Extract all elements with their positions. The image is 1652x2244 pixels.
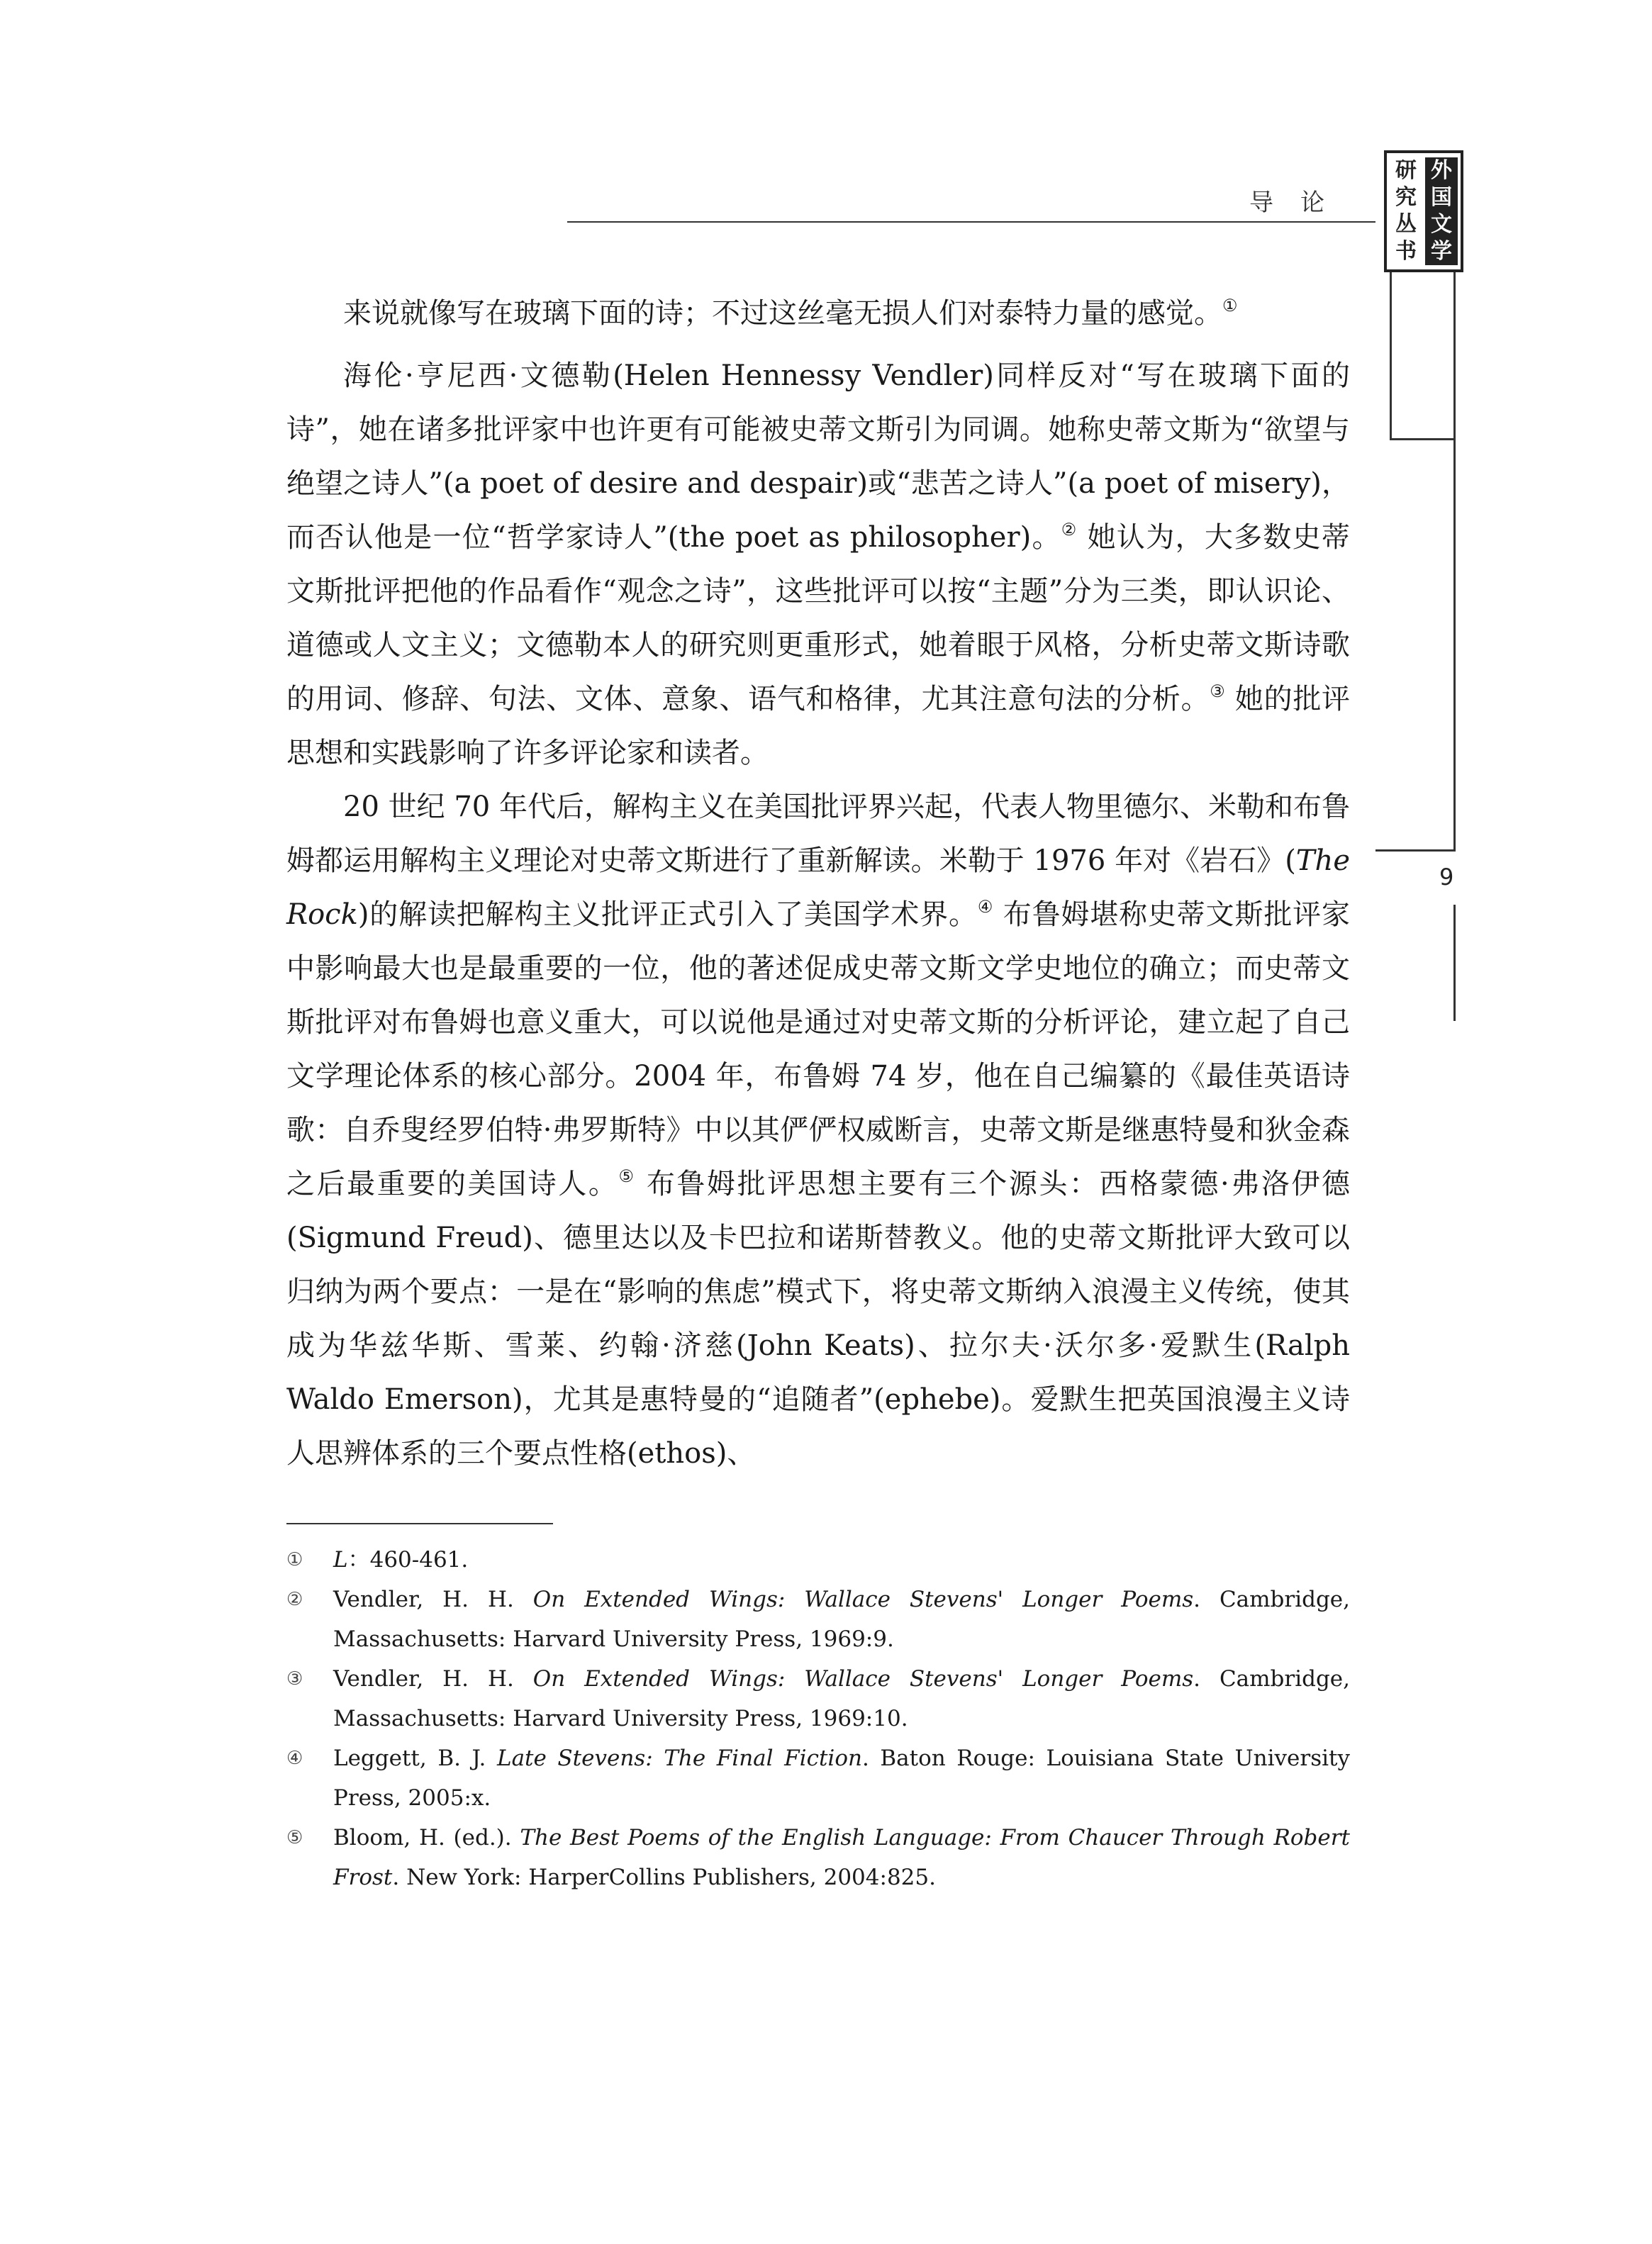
series-badge xyxy=(1384,150,1463,272)
series-badge-char: 究 xyxy=(1390,184,1422,211)
text-run: . Cambridge, Massachusetts: Harvard University Press, 1969:9. xyxy=(333,1587,1351,1652)
text-run: . Baton Rouge: Louisiana State University Press, 2005:x. xyxy=(333,1746,1350,1811)
text-run: 来说就像写在玻璃下面的诗；不过这丝毫无损人们对泰特力量的感觉。 xyxy=(343,297,1222,330)
series-badge-char: 文 xyxy=(1425,211,1458,238)
text-run: 布鲁姆批评思想主要有三个源头：西格蒙德·弗洛伊德(Sigmund Freud)、德里达以及卡巴拉和诺斯替教义。他的史蒂文斯批评大致可以归纳为两个要点：一是在“影响的焦虑”模式下，将史蒂文斯纳入浪漫主义传统，使其成为华兹华斯、雪莱、约翰·济慈(John Keats)、拉尔夫·沃尔多·爱默生(Ralph Waldo Emerson)，尤其是惠特曼的“追随者”(ephebe)。爱默生把英国浪漫主义诗人思辨体系的三个要点性格(ethos)、 xyxy=(286,1168,1351,1470)
footnote-reference[interactable]: ① xyxy=(1222,296,1238,316)
footnote-mark: ⑤ xyxy=(286,1827,303,1848)
footnote-text xyxy=(333,1540,1350,1580)
text-run: 她的批评思想和实践影响了许多评论家和读者。 xyxy=(286,683,1351,769)
series-badge-char: 书 xyxy=(1390,238,1422,265)
text-run: . New York: HarperCollins Publishers, 2004:825. xyxy=(392,1865,936,1890)
paragraph-3 xyxy=(286,780,1350,1480)
text-run: ：460-461. xyxy=(347,1547,469,1573)
text-run: 她认为，大多数史蒂文斯批评把他的作品看作“观念之诗”，这些批评可以按“主题”分为三类，即认识论、道德或人文主义；文德勒本人的研究则更重形式，她着眼于风格，分析史蒂文斯诗歌的用词、修辞、句法、文体、意象、语气和格律，尤其注意句法的分析。 xyxy=(286,521,1351,715)
series-badge-char: 外 xyxy=(1425,157,1458,184)
text-run: Vendler, H. H. xyxy=(333,1587,533,1612)
series-badge-column-1 xyxy=(1425,157,1458,265)
italic-text: The Best Poems of the English Language: From Chaucer Through Robert Frost xyxy=(333,1825,1351,1890)
footnote-mark: ① xyxy=(286,1549,303,1570)
italic-text: The Rock xyxy=(286,844,1350,931)
footnote-item xyxy=(286,1818,1350,1897)
footnote-reference[interactable]: ⑤ xyxy=(618,1166,636,1186)
footnote-text xyxy=(333,1738,1350,1818)
series-badge-column-2 xyxy=(1390,157,1422,265)
text-run: . Cambridge, Massachusetts: Harvard University Press, 1969:10. xyxy=(333,1666,1351,1731)
footnote-reference[interactable]: ④ xyxy=(977,897,994,917)
side-rule-right xyxy=(1453,272,1456,851)
footnote-text xyxy=(333,1818,1350,1897)
page-number: 9 xyxy=(1439,864,1454,891)
italic-text: L xyxy=(333,1547,348,1573)
text-run: Bloom, H. (ed.). xyxy=(333,1825,520,1851)
side-rule-left xyxy=(1390,272,1392,440)
footnote-mark: ④ xyxy=(286,1748,303,1769)
body-text xyxy=(286,286,1350,1480)
running-head-title: 导论 xyxy=(1249,189,1351,217)
text-run: )的解读把解构主义批评正式引入了美国学术界。 xyxy=(357,898,978,931)
running-head-rule xyxy=(567,221,1375,223)
text-run: 布鲁姆堪称史蒂文斯批评家中影响最大也是最重要的一位，他的著述促成史蒂文斯文学史地位的确立；而史蒂文斯批评对布鲁姆也意义重大，可以说他是通过对史蒂文斯的分析评论，建立起了自己文学理论体系的核心部分。2004 年，布鲁姆 74 岁，他在自己编纂的《最佳英语诗歌：自乔叟经罗伯特·弗罗斯特》中以其俨俨权威断言，史蒂文斯是继惠特曼和狄金森之后最重要的美国诗人。 xyxy=(286,898,1350,1200)
side-rule-bottom-joint xyxy=(1375,849,1456,852)
italic-text: Late Stevens: The Final Fiction xyxy=(496,1746,862,1771)
footnote-item xyxy=(286,1738,1350,1818)
footnote-separator xyxy=(286,1523,553,1524)
italic-text: On Extended Wings: Wallace Stevens' Longer Poems xyxy=(532,1587,1194,1612)
footnotes xyxy=(286,1540,1350,1897)
footnote-mark: ③ xyxy=(286,1668,303,1690)
italic-text: On Extended Wings: Wallace Stevens' Longer Poems xyxy=(532,1666,1194,1692)
footnote-item xyxy=(286,1659,1350,1738)
text-run: Vendler, H. H. xyxy=(333,1666,533,1692)
series-badge-char: 研 xyxy=(1390,157,1422,184)
side-rule-top-joint xyxy=(1390,438,1456,440)
footnote-mark: ② xyxy=(286,1589,303,1610)
series-badge-char: 丛 xyxy=(1390,211,1422,238)
footnote-reference[interactable]: ③ xyxy=(1210,681,1226,701)
paragraph-1 xyxy=(286,286,1350,340)
text-run: Leggett, B. J. xyxy=(333,1746,497,1771)
text-run: 海伦·亨尼西·文德勒(Helen Hennessy Vendler)同样反对“写在玻璃下面的诗”，她在诸多批评家中也许更有可能被史蒂文斯引为同调。她称史蒂文斯为“欲望与绝望之诗人”(a poet of desire and despair)或“悲苦之诗人”(a poet of misery)，而否认他是一位“哲学家诗人”(the poet as philosopher)。 xyxy=(286,359,1350,554)
text-run: 20 世纪 70 年代后，解构主义在美国批评界兴起，代表人物里德尔、米勒和布鲁姆都运用解构主义理论对史蒂文斯进行了重新解读。米勒于 1976 年对《岩石》( xyxy=(286,791,1350,877)
footnote-item xyxy=(286,1540,1350,1580)
side-rule-lower xyxy=(1453,905,1456,1021)
footnote-text xyxy=(333,1580,1350,1659)
footnote-item xyxy=(286,1580,1350,1659)
footnote-reference[interactable]: ② xyxy=(1061,520,1078,540)
series-badge-char: 学 xyxy=(1425,238,1458,265)
series-badge-char: 国 xyxy=(1425,184,1458,211)
paragraph-2 xyxy=(286,349,1350,780)
footnote-text xyxy=(333,1659,1350,1738)
